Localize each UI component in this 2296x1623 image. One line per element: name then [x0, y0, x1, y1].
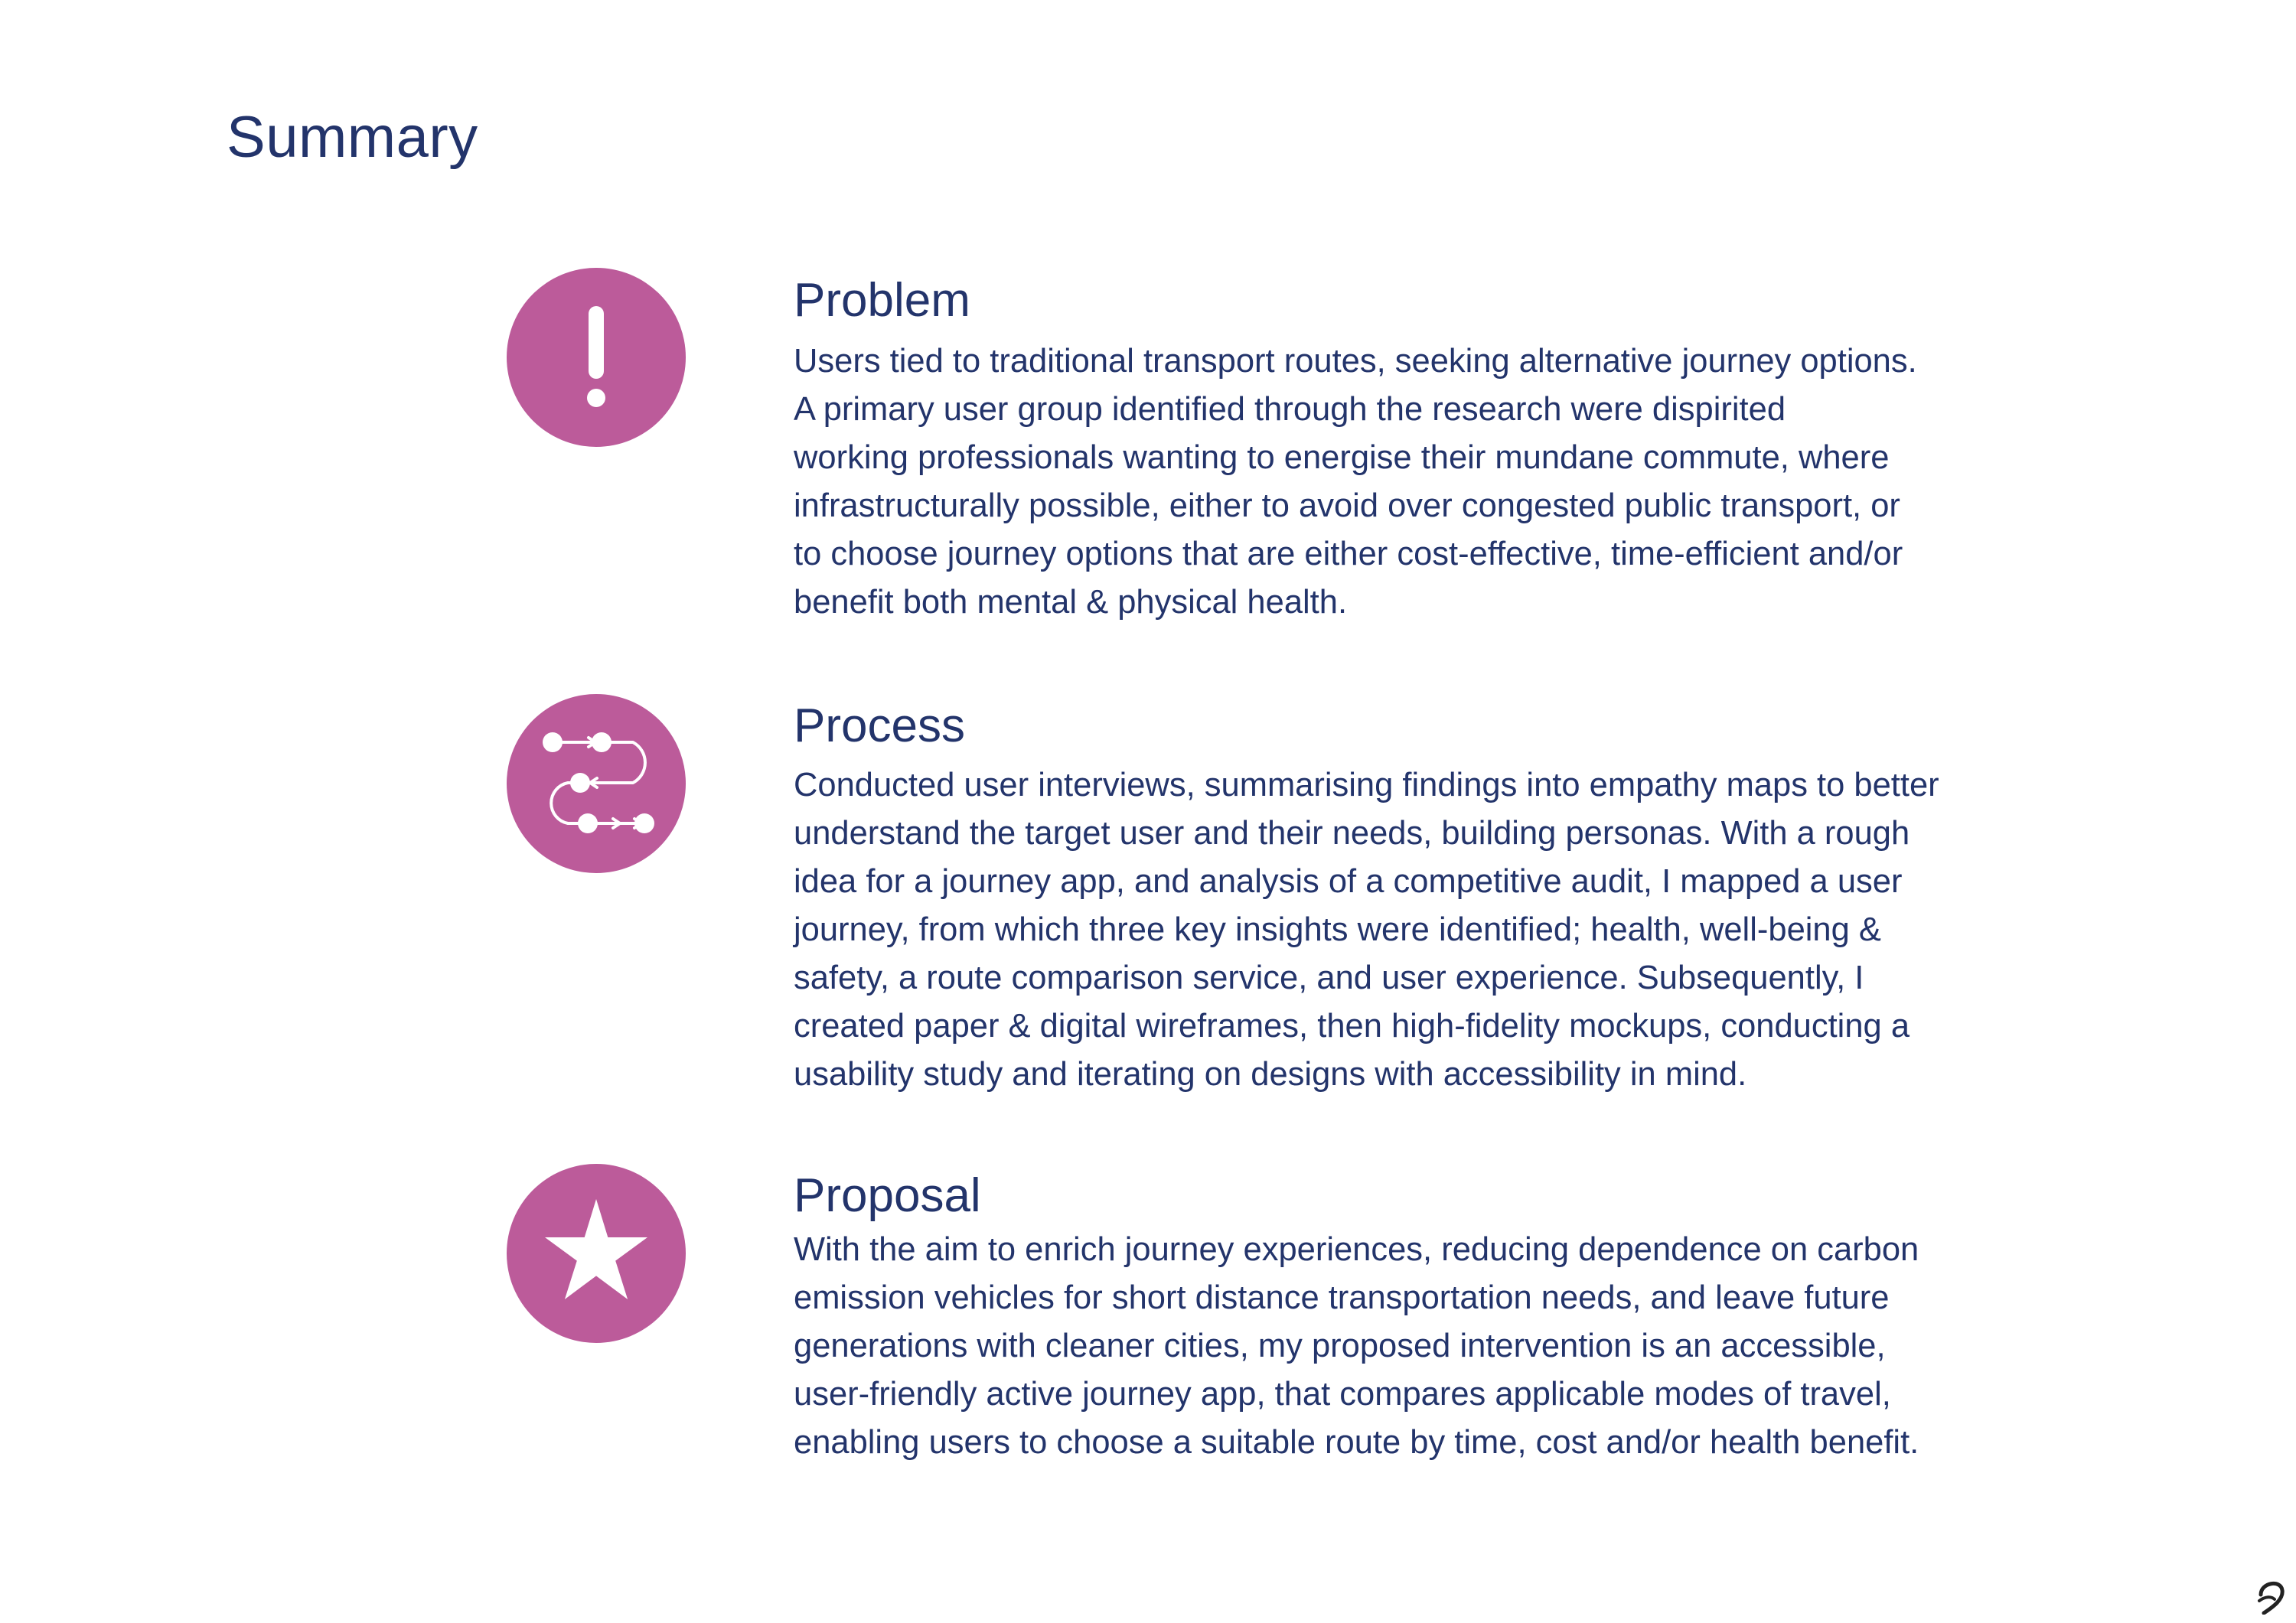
proposal-line: enabling users to choose a suitable route by time, cost and/or health benefit. [794, 1424, 1919, 1461]
page-title: Summary [227, 105, 478, 170]
process-heading: Process [794, 699, 965, 752]
problem-heading: Problem [794, 274, 970, 327]
proposal-line: user-friendly active journey app, that compares applicable modes of travel, [794, 1376, 1891, 1413]
problem-line: to choose journey options that are either cost-effective, time-efficient and/or [794, 536, 1903, 572]
problem-line: Users tied to traditional transport routes, seeking alternative journey options. [794, 343, 1917, 380]
problem-line: working professionals wanting to energise their mundane commute, where [794, 439, 1890, 476]
proposal-line: With the aim to enrich journey experiences, reducing dependence on carbon [794, 1231, 1919, 1268]
brand-logo-icon [2255, 1576, 2288, 1615]
problem-line: A primary user group identified through the research were dispirited [794, 391, 1786, 428]
process-line: journey, from which three key insights were identified; health, well-being & [794, 911, 1881, 948]
process-line: understand the target user and their needs, building personas. With a rough [794, 815, 1910, 852]
process-line: usability study and iterating on designs with accessibility in mind. [794, 1056, 1747, 1093]
problem-text [794, 337, 1917, 627]
process-line: idea for a journey app, and analysis of a competitive audit, I mapped a user [794, 863, 1903, 900]
proposal-text [794, 1226, 1919, 1467]
proposal-line: emission vehicles for short distance transportation needs, and leave future [794, 1279, 1890, 1316]
process-text [794, 761, 1939, 1099]
process-line: created paper & digital wireframes, then high-fidelity mockups, conducting a [794, 1008, 1910, 1045]
proposal-line: generations with cleaner cities, my proposed intervention is an accessible, [794, 1328, 1886, 1364]
star-icon [507, 1164, 686, 1343]
journey-process-icon [507, 694, 686, 873]
process-line: safety, a route comparison service, and user experience. Subsequently, I [794, 960, 1864, 996]
process-line: Conducted user interviews, summarising findings into empathy maps to better [794, 767, 1939, 803]
proposal-heading: Proposal [794, 1169, 981, 1222]
exclamation-icon [507, 268, 686, 447]
problem-line: benefit both mental & physical health. [794, 584, 1348, 621]
problem-line: infrastructurally possible, either to avoid over congested public transport, or [794, 487, 1900, 524]
